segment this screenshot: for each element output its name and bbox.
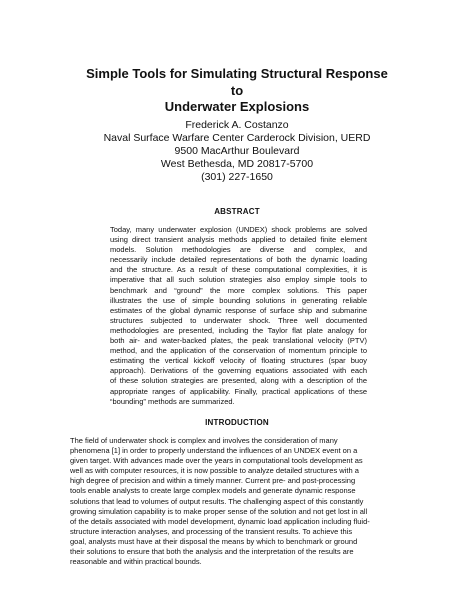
author-city: West Bethesda, MD 20817-5700 (160, 158, 314, 170)
abstract-line: “bounding” methods are summarized. (110, 396, 235, 406)
abstract-line: estimating the vertical kickoff velocity of floating structures (spar buoy (110, 356, 367, 366)
abstract-line: both air- and water-backed plates, the peak translational velocity (PTV) (110, 336, 367, 346)
title-line-2: to (230, 82, 244, 98)
abstract-line: using direct transient analysis methods applied to detailed finite element (110, 235, 367, 245)
abstract-line: Today, many underwater explosion (UNDEX) shock problems are solved (110, 225, 367, 234)
introduction-line: of the details associated with model development, dynamic load application including fluid- (70, 516, 370, 526)
introduction-line: well as with computer resources, it is now possible to analyze detailed structures with a (70, 466, 359, 476)
introduction-line: tools enable analysts to create large complex models and generate dynamic response (70, 486, 356, 496)
abstract-line: and the structure. As a result of these computational complexities, it is (110, 265, 367, 275)
paper-title (0, 66, 474, 116)
abstract-body (110, 225, 367, 407)
title-line-3: Underwater Explosions (164, 99, 310, 114)
introduction-line: structure interaction analyses, and processing of the transient results. To achieve this (70, 526, 353, 536)
abstract-line: illustrates the use of simple bounding solutions in generating reliable (110, 295, 367, 305)
introduction-line: given target. With advances made over the years in computational tools development as (70, 456, 363, 466)
introduction-line: phenomena [1] in order to properly understand the influences of an UNDEX event on a (70, 446, 358, 456)
abstract-heading: ABSTRACT (214, 207, 260, 216)
introduction-line: high degree of precision and within a timely manner. Current pre- and post-processing (70, 476, 356, 486)
abstract-line: appropriate ranges of applicability. Finally, practical applications of these (110, 386, 367, 396)
introduction-body (70, 436, 406, 567)
author-block (0, 119, 474, 184)
introduction-line: goal, analysts must have at their disposal the means by which to benchmark or ground (70, 536, 358, 546)
author-phone: (301) 227-1650 (201, 171, 273, 183)
abstract-line: benchmark and “ground” the more complex solutions. This paper (110, 285, 367, 295)
introduction-line: their solutions to ensure that both the analysis and the interpretation of the results are (70, 547, 354, 557)
abstract-line: models. Solution methodologies are diverse and complex, and (110, 245, 367, 255)
author-affiliation: Naval Surface Warfare Center Carderock Division, UERD (103, 132, 371, 144)
abstract-line: of these solution strategies are presented, along with a description of the (110, 376, 367, 386)
abstract-line: methodologies are presented, including the Taylor flat plate analogy for (110, 325, 367, 335)
abstract-line: estimates of the global dynamic response of surface ship and submarine (110, 305, 367, 315)
abstract-line: imperative that all such solution strategies also employ simple tools to (110, 275, 367, 285)
introduction-line: The field of underwater shock is complex and involves the consideration of many (70, 436, 338, 445)
abstract-line: structures subjected to underwater shock. Three well documented (110, 315, 367, 325)
abstract-line: method, and the application of the conservation of momentum principle to (110, 346, 367, 356)
introduction-line: reasonable and within practical bounds. (70, 557, 202, 567)
introduction-line: growing simulation capability is to make proper sense of the solution and not get lost in all (70, 506, 368, 516)
abstract-line: necessarily include detailed representations of both the dynamic loading (110, 255, 367, 265)
introduction-line: solutions that lead to volumes of output results. The challenging aspect of this constantly (70, 496, 364, 506)
abstract-line: approach). Derivations of the governing equations associated with each (110, 366, 367, 376)
title-line-1: Simple Tools for Simulating Structural Response (86, 66, 388, 81)
author-street: 9500 MacArthur Boulevard (174, 145, 300, 157)
introduction-heading: INTRODUCTION (205, 418, 269, 427)
author-name: Frederick A. Costanzo (185, 119, 289, 131)
